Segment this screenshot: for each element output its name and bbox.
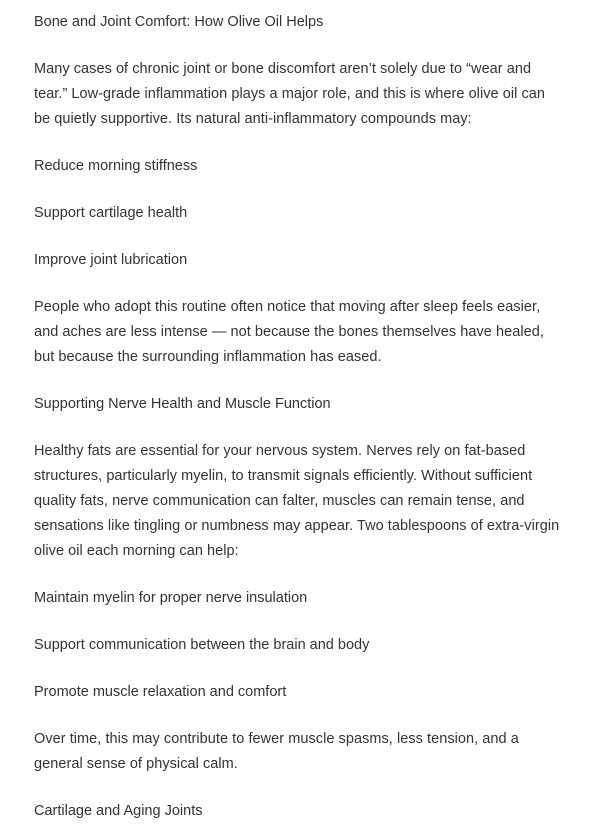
section-heading-bone-joint: Bone and Joint Comfort: How Olive Oil Helps <box>34 14 324 30</box>
list-item-muscle-relaxation: Promote muscle relaxation and comfort <box>34 684 287 700</box>
list-item-cartilage-health: Support cartilage health <box>34 205 188 221</box>
section-heading-cartilage-aging: Cartilage and Aging Joints <box>34 803 203 819</box>
paragraph-healthy-fats: Healthy fats are essential for your nervous system. Nerves rely on fat-based structures, particularly myelin, to transmit signals efficiently. Without sufficient quality fats, nerve communication can falter, muscles can remain tense, and sensations like tingling or numbness may appear. Two tablespoons of extra-virgin olive oil each morning can help: <box>34 443 560 559</box>
list-item-brain-body-communication: Support communication between the brain and body <box>34 637 370 653</box>
paragraph-routine-results: People who adopt this routine often notice that moving after sleep feels easier, and aches are less intense — not because the bones themselves have healed, but because the surrounding inflammation has eased. <box>34 299 544 365</box>
paragraph-chronic-discomfort: Many cases of chronic joint or bone discomfort aren’t solely due to “wear and tear.” Low-grade inflammation plays a major role, and this is where olive oil can be quietly supportive. Its natural anti-inflammatory compounds may: <box>34 61 545 127</box>
list-item-joint-lubrication: Improve joint lubrication <box>34 252 188 268</box>
paragraph-over-time: Over time, this may contribute to fewer muscle spasms, less tension, and a general sense of physical calm. <box>34 731 519 772</box>
list-item-reduce-stiffness: Reduce morning stiffness <box>34 158 198 174</box>
list-item-maintain-myelin: Maintain myelin for proper nerve insulation <box>34 590 308 606</box>
section-heading-nerve-muscle: Supporting Nerve Health and Muscle Function <box>34 396 331 412</box>
